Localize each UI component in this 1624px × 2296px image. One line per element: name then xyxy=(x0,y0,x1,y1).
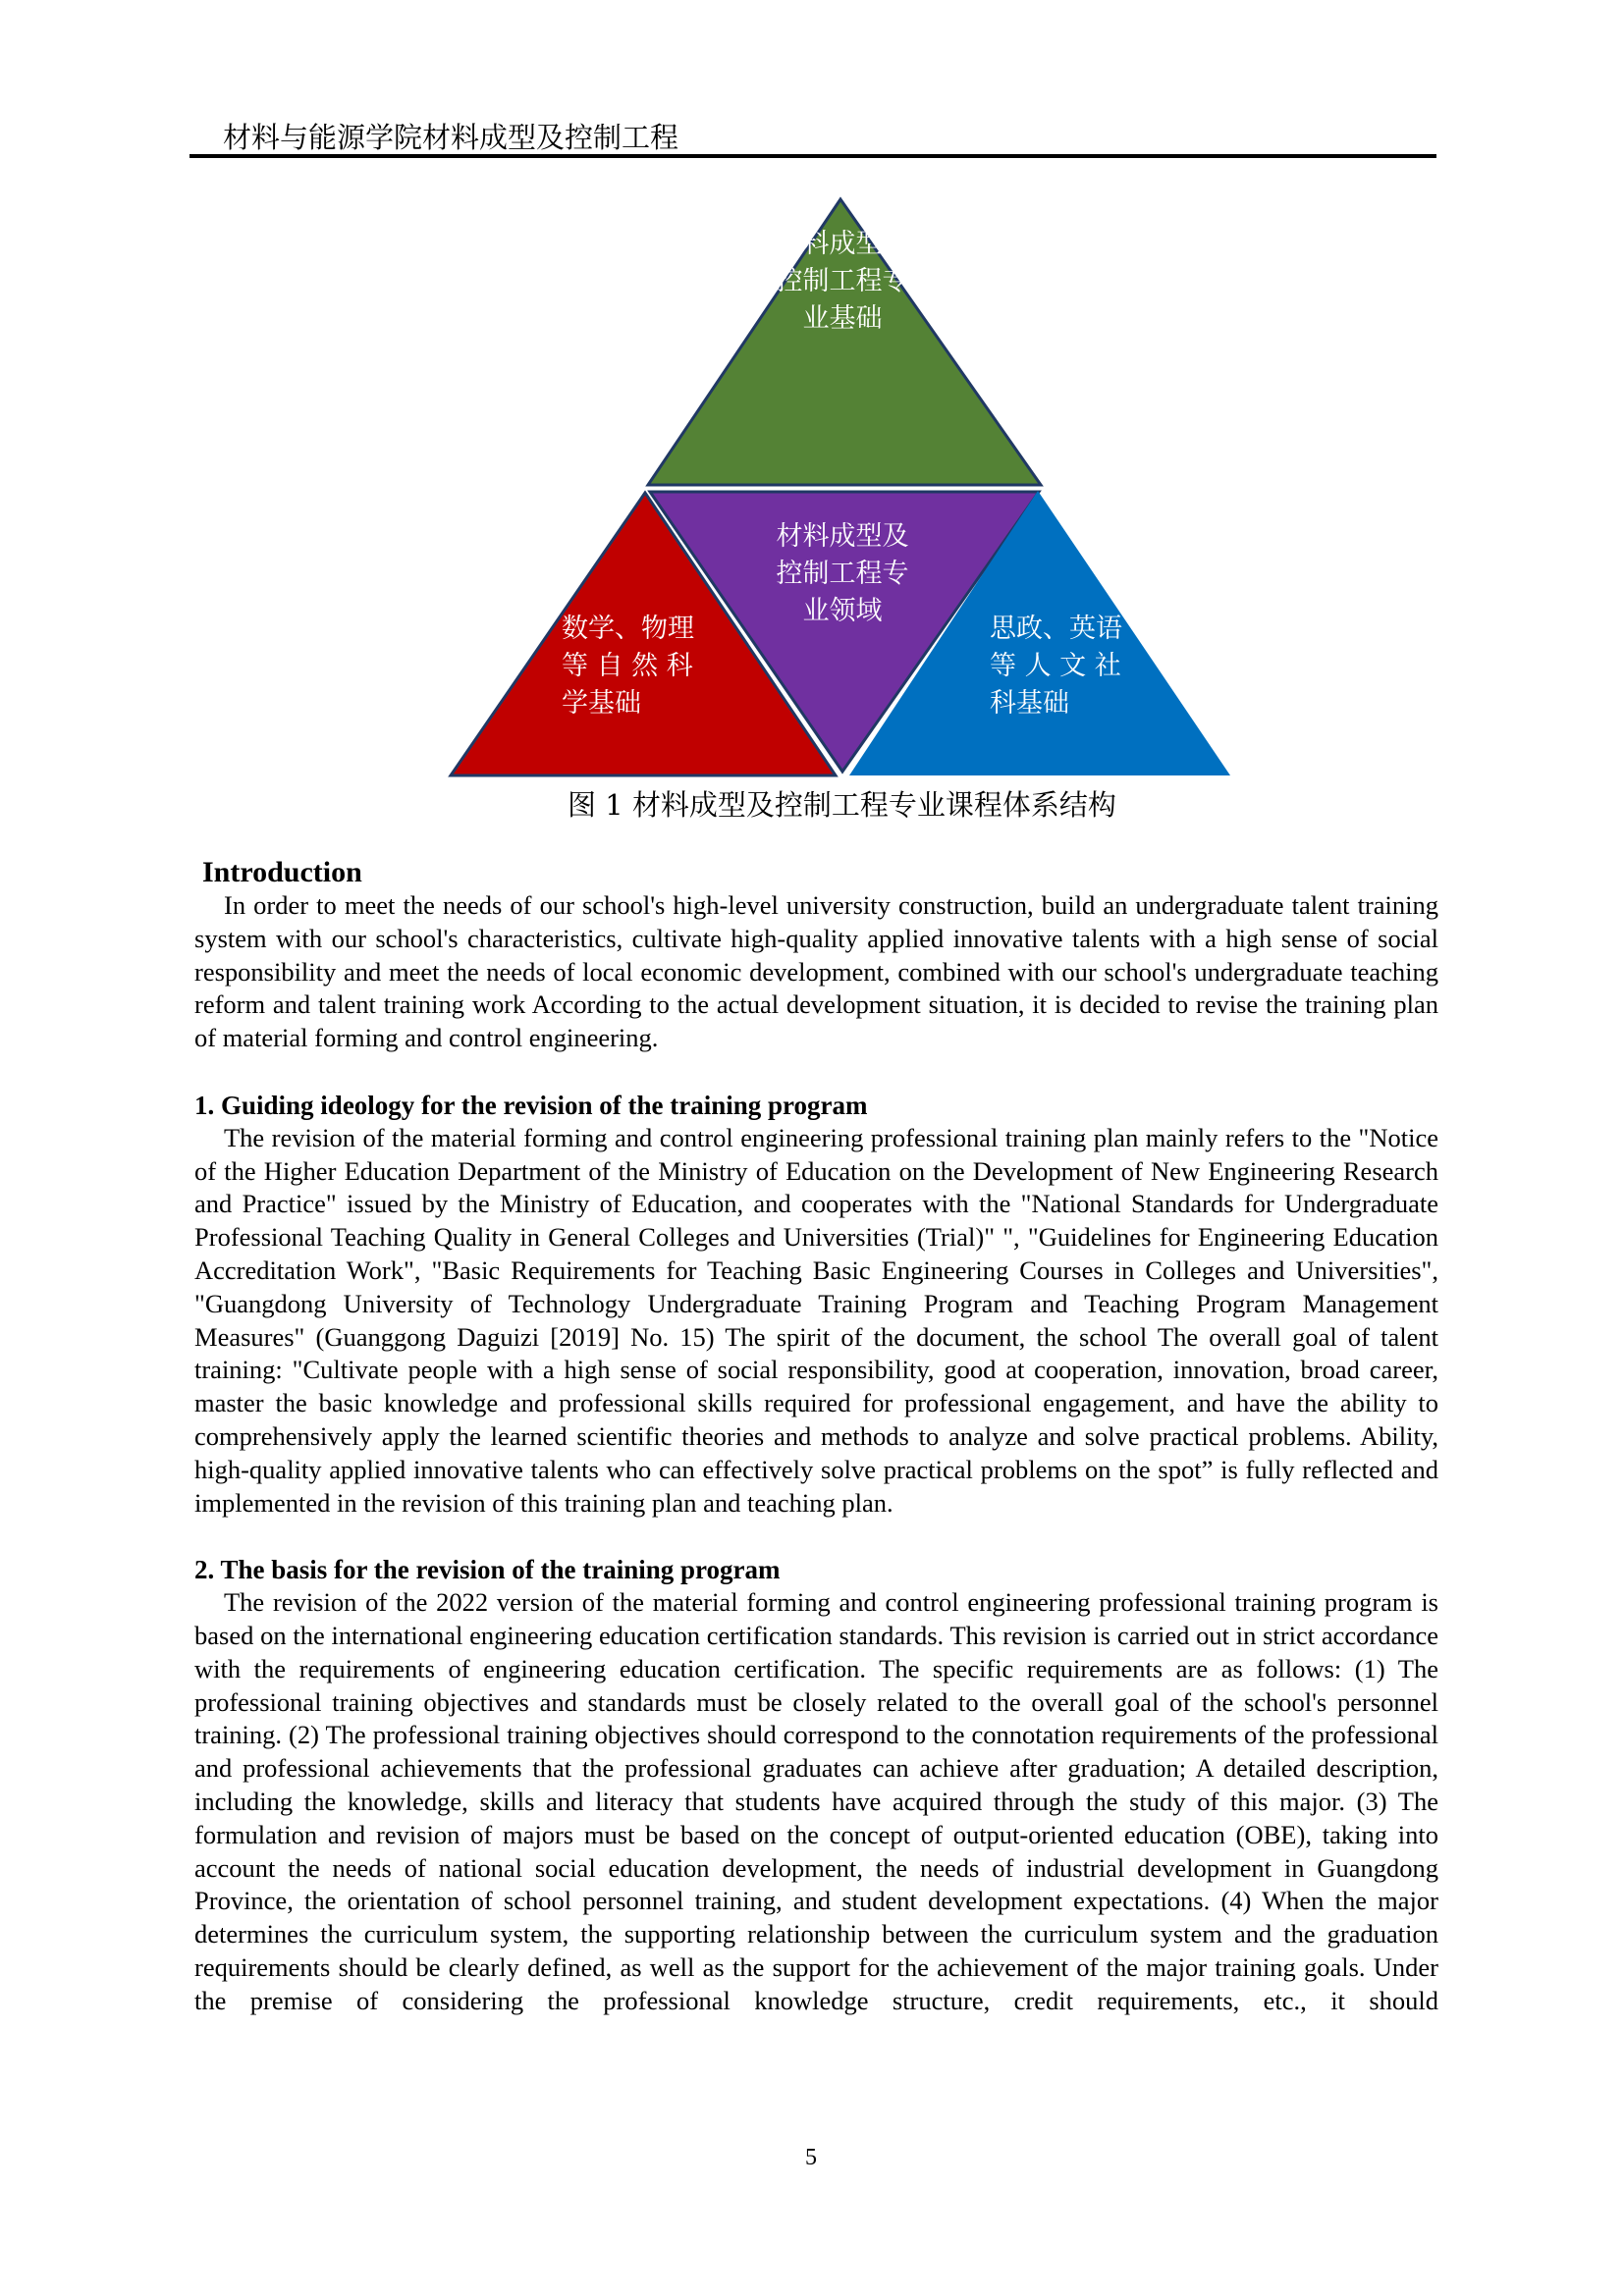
document-body xyxy=(194,856,1438,2018)
label-line: 科基础 xyxy=(990,688,1069,719)
label-line: 控制工程专 xyxy=(776,559,909,589)
header-rule xyxy=(189,154,1436,158)
right-triangle-label xyxy=(990,611,1147,722)
label-line: 材料成型及 xyxy=(776,229,909,259)
running-header-title: 材料与能源学院材料成型及控制工程 xyxy=(223,121,679,154)
label-line: 数学、物理 xyxy=(562,614,694,644)
label-line: 控制工程专 xyxy=(776,266,909,296)
label-line: 材料成型及 xyxy=(776,521,909,552)
section-1-heading: 1. Guiding ideology for the revision of the training program xyxy=(194,1090,868,1120)
label-line: 思政、英语 xyxy=(990,614,1122,644)
label-line: 等 自 然 科 xyxy=(562,651,693,681)
course-structure-diagram xyxy=(432,187,1257,785)
left-triangle-label xyxy=(562,611,719,722)
figure-caption: 图 1 材料成型及控制工程专业课程体系结构 xyxy=(568,788,1116,822)
label-line: 业基础 xyxy=(802,303,883,334)
intro-paragraph: In order to meet the needs of our school's high-level university construction, build an undergraduate talent training system with our school's characteristics, cultivate high-quality applied innovative talents with a high sense of social responsibility and meet the needs of local economic development, combined with our school's undergraduate teaching reform and talent training work According to the actual development situation, it is decided to revise the training plan of material forming and control engineering. xyxy=(194,890,1438,1053)
top-triangle-label xyxy=(744,226,941,338)
label-line: 业领域 xyxy=(802,596,883,626)
label-line: 学基础 xyxy=(562,688,641,719)
paragraph-gap xyxy=(194,1055,1438,1089)
section-2-paragraph: The revision of the 2022 version of the material forming and control engineering professional training program is based on the international engineering education certification standards. This revision is carried out in strict accordance with the requirements of engineering education certification. The specific requirements are as follows: (1) The professional training objectives and standards must be closely related to the overall goal of the school's personnel training. (2) The professional training objectives should correspond to the connotation requirements of the professional and professional achievements that the professional graduates can achieve after graduation; A detailed description, including the knowledge, skills and literacy that students have acquired through the study of this major. (3) The formulation and revision of majors must be based on the concept of output-oriented education (OBE), taking into account the needs of national social education development, the needs of industrial development in Guangdong Province, the orientation of school personnel training, and student development expectations. (4) When the major determines the curriculum system, the supporting relationship between the curriculum system and the graduation requirements should be clearly defined, as well as the support for the achievement of the major training goals. Under the premise of considering the professional knowledge structure, credit requirements, etc., it should xyxy=(194,1587,1438,2015)
section-2-heading: 2. The basis for the revision of the training program xyxy=(194,1555,781,1585)
center-triangle-label xyxy=(744,518,941,630)
page-number: 5 xyxy=(805,2145,817,2170)
intro-heading: Introduction xyxy=(202,856,362,888)
section-1-paragraph: The revision of the material forming and control engineering professional training plan mainly refers to the "Notice of the Higher Education Department of the Ministry of Education on the Development of New Engineering Research and Practice" issued by the Ministry of Education, and cooperates with the "National Standards for Undergraduate Professional Teaching Quality in General Colleges and Universities (Trial)" ", "Guidelines for Engineering Education Accreditation Work", "Basic Requirements for Teaching Basic Engineering Courses in Colleges and Universities", "Guangdong University of Technology Undergraduate Training Program and Teaching Program Management Measures" (Guanggong Daguizi [2019] No. 15) The spirit of the document, the school The overall goal of talent training: "Cultivate people with a high sense of social responsibility, good at cooperation, innovation, broad career, master the basic knowledge and professional skills required for professional engagement, and have the ability to comprehensively apply the learned scientific theories and methods to analyze and solve practical problems. Ability, high-quality applied innovative talents who can effectively solve practical problems on the spot” is fully reflected and implemented in the revision of this training plan and teaching plan. xyxy=(194,1122,1438,1518)
label-line: 等 人 文 社 xyxy=(990,651,1121,681)
paragraph-gap xyxy=(194,1520,1438,1553)
